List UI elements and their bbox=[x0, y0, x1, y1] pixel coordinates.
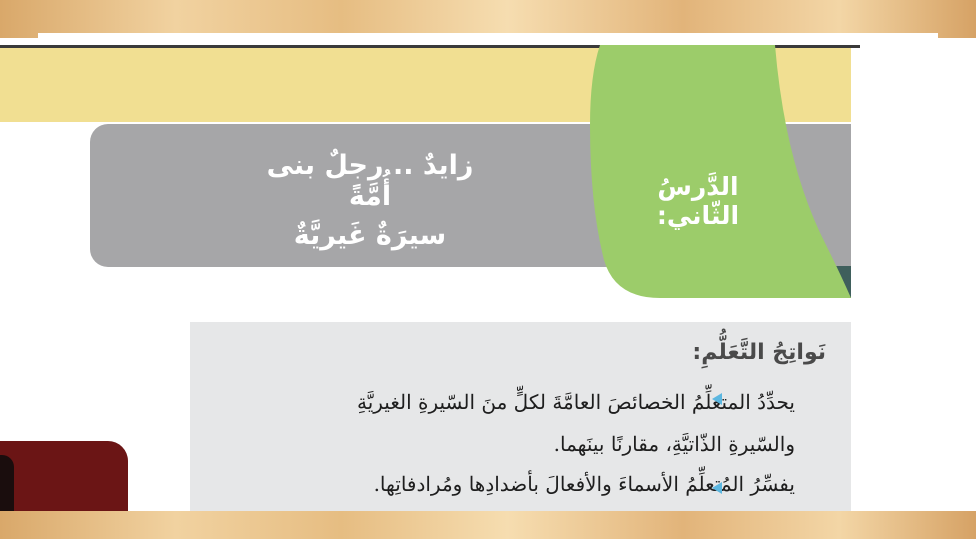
paper-edge bbox=[38, 33, 938, 43]
bullet-triangle-icon bbox=[712, 393, 722, 405]
bullet-triangle-icon bbox=[712, 482, 722, 494]
outcome-item-1-continued: والسّيرةِ الذّاتيَّةِ، مقارنًا بينَهما. bbox=[553, 432, 795, 456]
photo-thumbnail bbox=[0, 441, 128, 511]
photo-thumbnail-shadow bbox=[0, 455, 14, 511]
learning-outcomes-box bbox=[190, 322, 851, 511]
lesson-title: زايدٌ .. رجلٌ بنى أُمَّةً bbox=[266, 150, 474, 212]
outcome-item-2: يفسِّرُ المُتعلِّمُ الأسماءَ والأفعالَ بأضدادِها ومُرادفاتِها. bbox=[373, 472, 795, 496]
lesson-subtitle: سيرَةٌ غَيريَّةٌ bbox=[293, 220, 447, 251]
learning-outcomes-heading: نَواتِجُ التَّعَلُّمِ: bbox=[692, 340, 826, 365]
lesson-number-label: الدَّرسُ الثّاني: bbox=[656, 172, 740, 230]
outcome-item-1: يحدِّدُ المتعلِّمُ الخصائصَ العامَّةَ لكلٍّ منَ السّيرةِ الغيريَّةِ bbox=[356, 390, 795, 414]
wood-border-bottom bbox=[0, 511, 976, 539]
